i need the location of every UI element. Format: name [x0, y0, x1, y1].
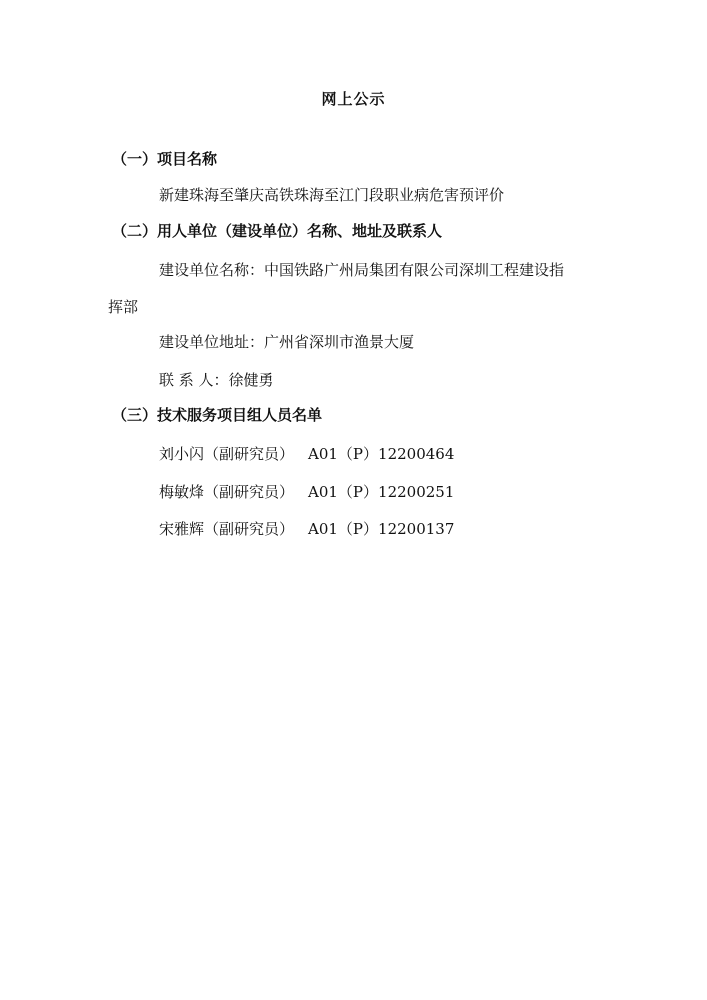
- team-member-name: 梅敏烽（副研究员）: [159, 483, 295, 501]
- project-name-text: 新建珠海至肇庆高铁珠海至江门段职业病危害预评价: [159, 186, 505, 204]
- page-title: 网上公示: [321, 90, 386, 108]
- employer-address: 建设单位地址：广州省深圳市渔景大厦: [159, 333, 415, 351]
- team-member-code: A01（P）12200464: [308, 445, 455, 463]
- section-heading-team: （三）技术服务项目组人员名单: [112, 406, 323, 424]
- team-member-row: [159, 443, 454, 464]
- section-heading-project-name: （一）项目名称: [112, 150, 218, 168]
- employer-name-line-2: 挥部: [108, 298, 139, 316]
- team-member-row: [159, 518, 454, 539]
- section-heading-employer: （二）用人单位（建设单位）名称、地址及联系人: [112, 222, 443, 240]
- team-member-code: A01（P）12200251: [308, 483, 455, 501]
- employer-name-line-1: 建设单位名称：中国铁路广州局集团有限公司深圳工程建设指: [159, 261, 565, 279]
- team-member-row: [159, 481, 454, 502]
- team-member-name: 刘小闪（副研究员）: [159, 445, 295, 463]
- employer-contact: 联 系 人：徐健勇: [159, 371, 274, 389]
- team-member-name: 宋雅辉（副研究员）: [159, 520, 295, 538]
- team-member-code: A01（P）12200137: [308, 520, 455, 538]
